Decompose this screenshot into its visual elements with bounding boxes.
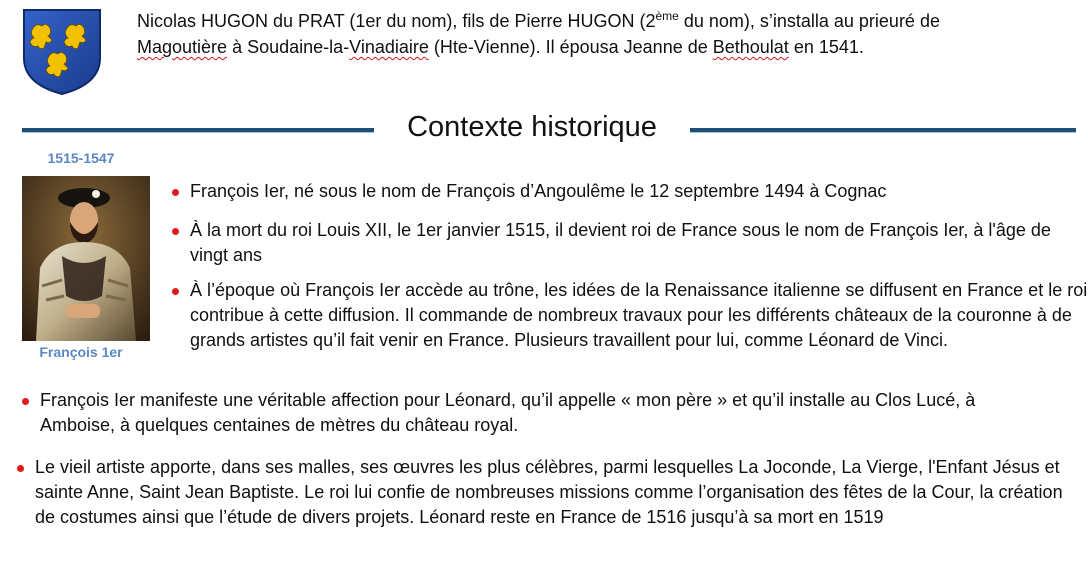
title-rule-left [22, 128, 374, 133]
coat-of-arms-image [22, 8, 102, 96]
header-superscript: ème [655, 9, 679, 23]
reign-years: 1515-1547 [47, 150, 115, 166]
header-line2-mid: à Soudaine-la- [227, 37, 350, 57]
bullet-item [172, 179, 1080, 204]
bullet-text: À la mort du roi Louis XII, le 1er janvier 1515, il devient roi de France sous le nom de François Ier, à l'âge de vingt ans [190, 220, 1051, 265]
bullet-dot-icon [172, 189, 179, 196]
bullet-item [22, 388, 1050, 438]
bullet-dot-icon [17, 465, 24, 472]
bullet-item [172, 218, 1088, 268]
header-place2: Vinadiaire [349, 37, 429, 57]
header-line2-b: (Hte-Vienne). Il épousa Jeanne de [428, 37, 713, 57]
bullet-text: François Ier, né sous le nom de François d’Angoulême le 12 septembre 1494 à Cognac [190, 181, 887, 201]
bullet-text: À l’époque où François Ier accède au trône, les idées de la Renaissance italienne se diffusent en France et le roi contribue à cette diffusion. Il commande de nombreux travaux pour les différents châteaux de la couronne à de grands artistes qu’il fait venir en France. Plusieurs travaillent pour lui, comme Léonard de Vinci. [190, 280, 1088, 350]
header-line1-b: du nom), s’installa au prieuré de [678, 11, 940, 31]
header-place: Magoutière [137, 37, 228, 57]
title-rule-right [690, 128, 1076, 133]
header-line1-a: Nicolas HUGON du PRAT (1er du nom), fils de Pierre HUGON (2 [137, 11, 656, 31]
bullet-dot-icon [172, 288, 179, 295]
header-line2-end: en 1541. [788, 37, 864, 57]
bullet-text: François Ier manifeste une véritable affection pour Léonard, qu’il appelle « mon père » et qu’il installe au Clos Lucé, à Amboise, à quelques centaines de mètres du château royal. [40, 390, 976, 435]
bullet-dot-icon [22, 398, 29, 405]
bullet-text: Le vieil artiste apporte, dans ses malles, ses œuvres les plus célèbres, parmi lesquelles La Joconde, La Vierge, l'Enfant Jésus et sainte Anne, Saint Jean Baptiste. Le roi lui confie de nombreuses missions comme l’organisation des fêtes de la Cour, la création de costumes ainsi que l’étude de divers projets. Léonard reste en France de 1516 jusqu’à sa mort en 1519 [35, 457, 1063, 527]
bullet-dot-icon [172, 228, 179, 235]
header-surname: Bethoulat [712, 37, 789, 57]
portrait-caption: François 1er [39, 344, 123, 360]
portrait-image [22, 176, 150, 341]
section-title: Contexte historique [407, 111, 657, 143]
header-paragraph [137, 8, 1077, 60]
bullet-item [172, 278, 1088, 353]
bullet-item [17, 455, 1075, 530]
